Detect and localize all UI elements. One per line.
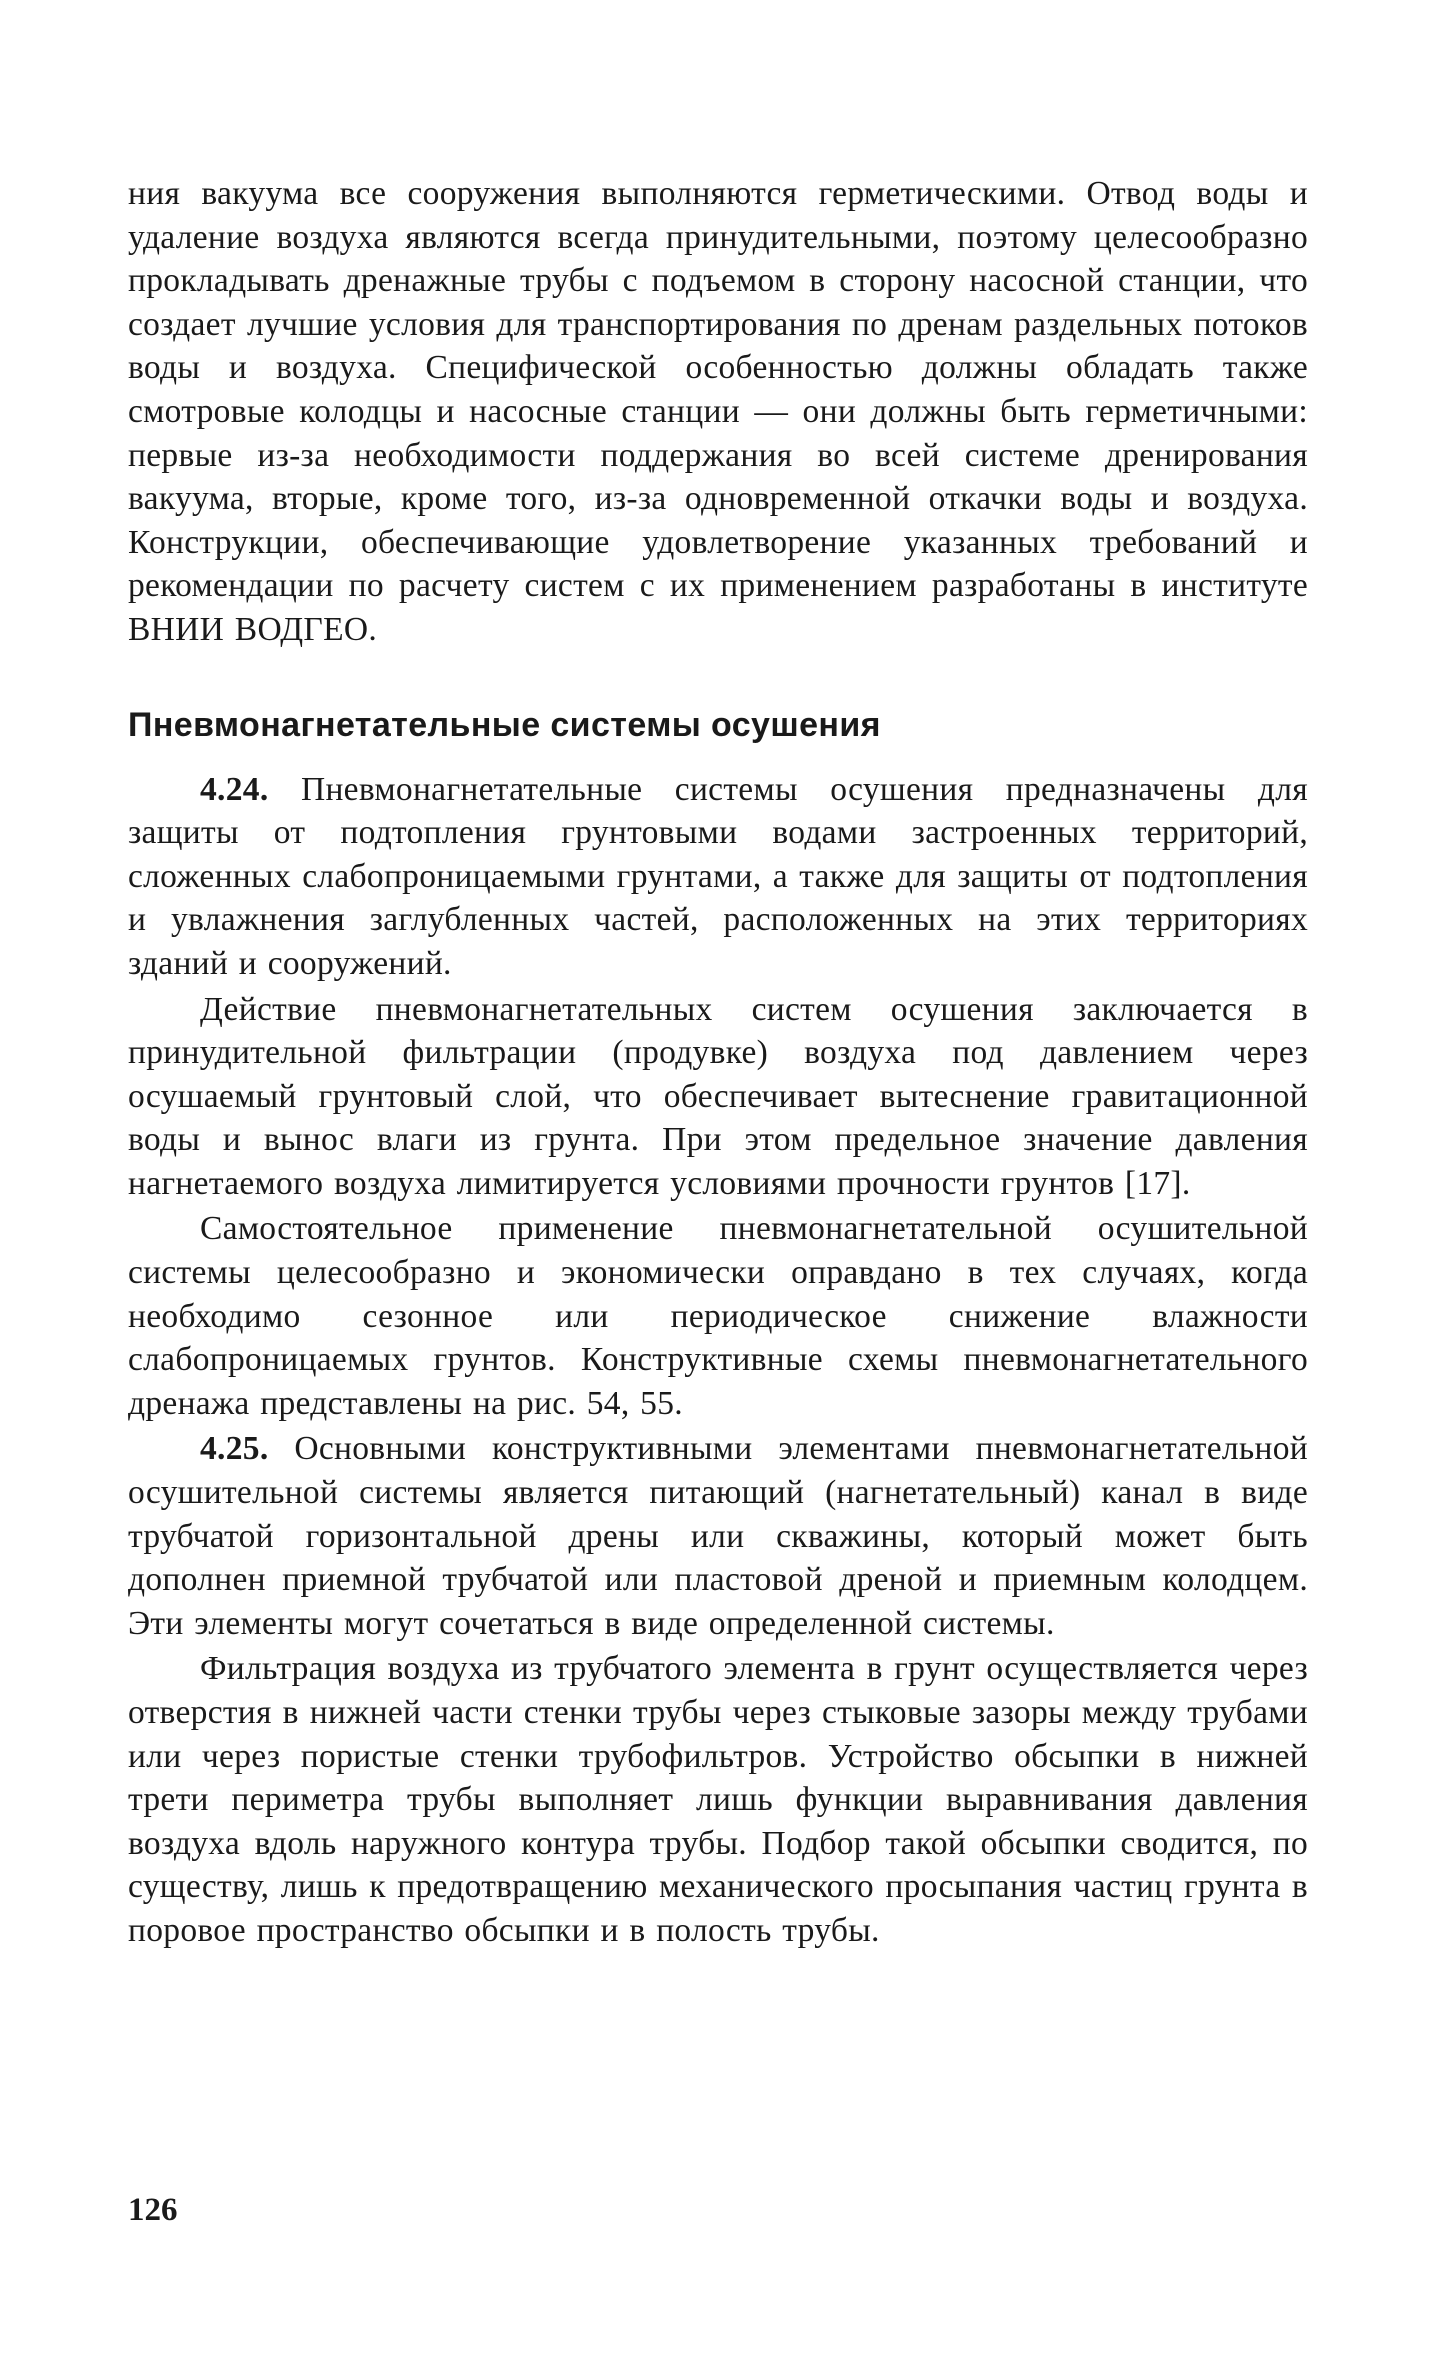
paragraph-independent-use: Самостоятельное применение пневмонагнетательной осушительной системы целесообразно и экономически оправдано в тех случаях, когда необходимо сезонное или периодическое снижение влажности слабопроницаемых грунтов. Конструктивные схемы пневмонагнетательного дренажа представлены на рис. 54, 55.: [128, 1210, 1308, 1422]
page-number: 126: [128, 2192, 178, 2228]
paragraph-text: Основными конструктивными элементами пневмонагнетательной осушительной системы является питающий (нагнетательный) канал в виде трубчатой горизонтальной дрены или скважины, который может быть дополнен приемной трубчатой или пластовой дреной и приемным колодцем. Эти элементы могут сочетаться в виде определенной системы.: [128, 1430, 1308, 1642]
paragraph-action: Действие пневмонагнетательных систем осушения заключается в принудительной фильтрации (продувке) воздуха под давлением через осушаемый грунтовый слой, что обеспечивает вытеснение гравитационной воды и вынос влаги из грунта. При этом предельное значение давления нагнетаемого воздуха лимитируется условиями прочности грунтов [17].: [128, 990, 1308, 1202]
page-body: [128, 172, 1308, 1953]
paragraph-filtration: Фильтрация воздуха из трубчатого элемента в грунт осуществляется через отверстия в нижней части стенки трубы через стыковые зазоры между трубами или через пористые стенки трубофильтров. Устройство обсыпки в нижней трети периметра трубы выполняет лишь функции выравнивания давления воздуха вдоль наружного контура трубы. Подбор такой обсыпки сводится, по существу, лишь к предотвращению механического просыпания частиц грунта в поровое пространство обсыпки и в полость трубы.: [128, 1650, 1308, 1949]
section-heading: Пневмонагнетательные системы осушения: [128, 705, 881, 744]
intro-paragraph: ния вакуума все сооружения выполняются герметическими. Отвод воды и удаление воздуха являются всегда принудительными, поэтому целесообразно прокладывать дренажные трубы с подъемом в сторону насосной станции, что создает лучшие условия для транспортирования по дренам раздельных потоков воды и воздуха. Специфической особенностью должны обладать также смотровые колодцы и насосные станции — они должны быть герметичными: первые из-за необходимости поддержания во всей системе дренирования вакуума, вторые, кроме того, из-за одновременной откачки воды и воздуха. Конструкции, обеспечивающие удовлетворение указанных требований и рекомендации по расчету систем с их применением разработаны в институте ВНИИ ВОДГЕО.: [128, 175, 1308, 648]
paragraph-4-25: [128, 1427, 1308, 1645]
paragraph-number: 4.25.: [200, 1430, 269, 1468]
paragraph-4-24: [128, 768, 1308, 986]
paragraph-number: 4.24.: [200, 770, 269, 808]
paragraph-text: Пневмонагнетательные системы осушения предназначены для защиты от подтопления грунтовыми водами застроенных территорий, сложенных слабопроницаемыми грунтами, а также для защиты от подтопления и увлажнения заглубленных частей, расположенных на этих территориях зданий и сооружений.: [128, 770, 1308, 982]
